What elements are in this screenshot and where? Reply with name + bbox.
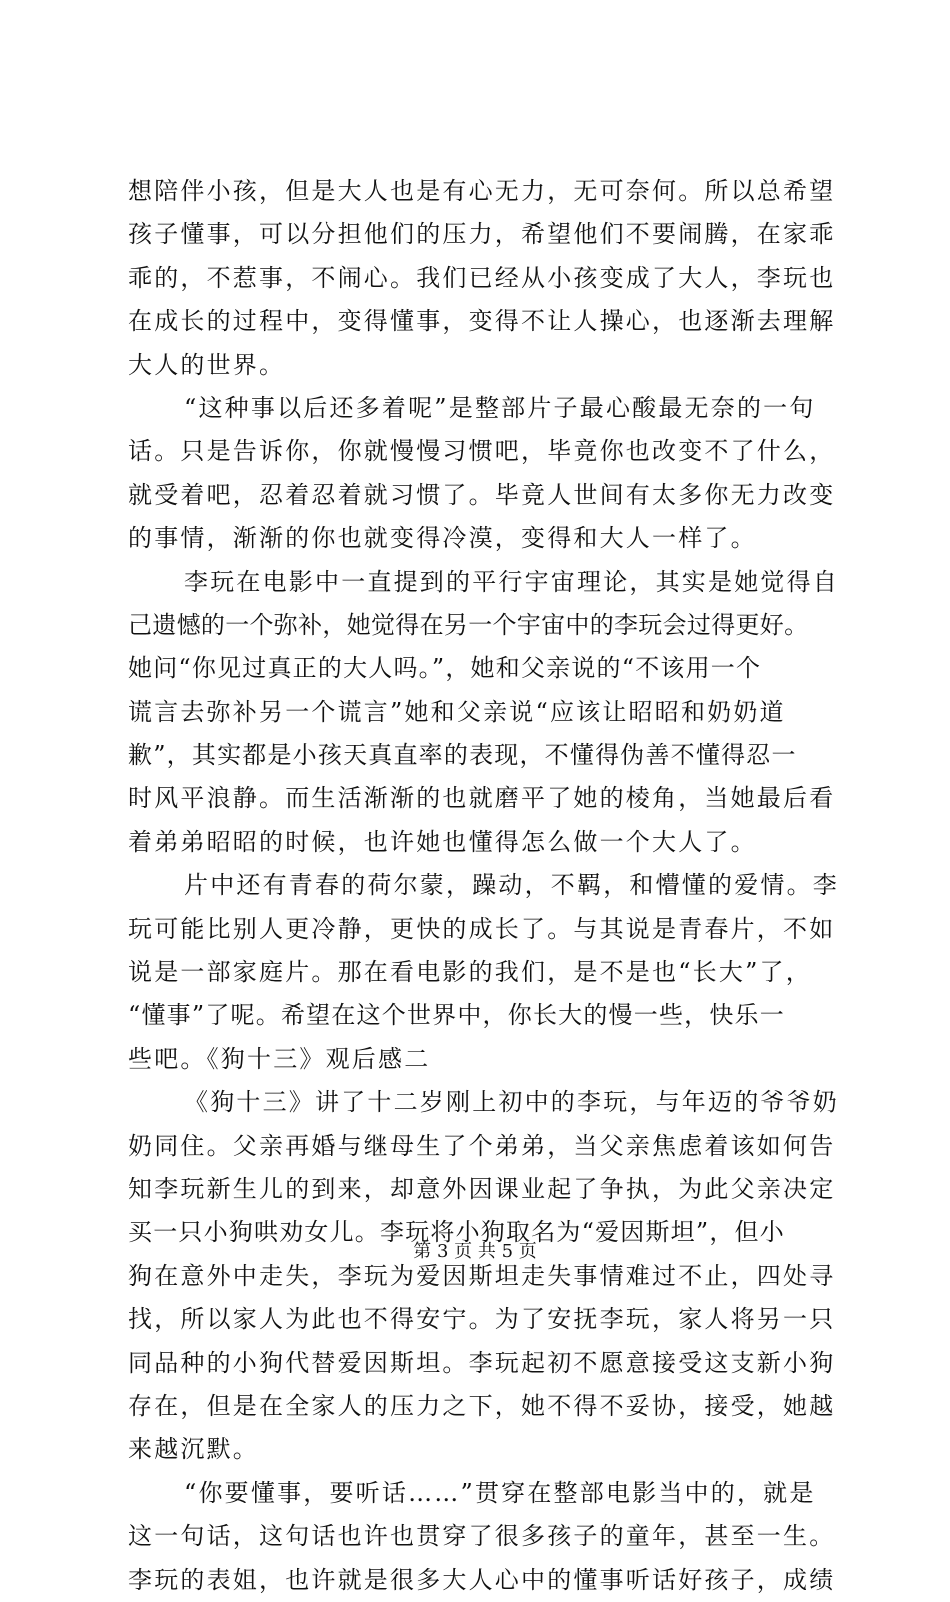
paragraph-start-line: “你要懂事，要听话……”贯穿在整部电影当中的，就是 bbox=[184, 1478, 816, 1507]
text-line: 买一只小狗哄劝女儿。李玩将小狗取名为“爱因斯坦”，但小 bbox=[128, 1218, 785, 1247]
text-line: 同品种的小狗代替爱因斯坦。李玩起初不愿意接受这支新小狗 bbox=[128, 1348, 836, 1377]
text-line: 狗在意外中走失，李玩为爱因斯坦走失事情难过不止，四处寻 bbox=[128, 1261, 836, 1290]
text-line: 孩子懂事，可以分担他们的压力，希望他们不要闹腾，在家乖 bbox=[128, 220, 836, 249]
page-number-footer: 第 3 页 共 5 页 bbox=[413, 1241, 537, 1262]
paragraph-start-line: “这种事以后还多着呢”是整部片子最心酸最无奈的一句 bbox=[184, 393, 816, 422]
text-line: 李玩的表姐，也许就是很多大人心中的懂事听话好孩子，成绩 bbox=[128, 1565, 836, 1594]
text-line: 话。只是告诉你，你就慢慢习惯吧，毕竟你也改变不了什么， bbox=[128, 437, 836, 466]
text-line: 存在，但是在全家人的压力之下，她不得不妥协，接受，她越 bbox=[128, 1391, 836, 1420]
paragraph-start-line: 片中还有青春的荷尔蒙，躁动，不羁，和懵懂的爱情。李 bbox=[184, 871, 839, 900]
text-line: 这一句话，这句话也许也贯穿了很多孩子的童年，甚至一生。 bbox=[128, 1522, 836, 1551]
text-line: 时风平浪静。而生活渐渐的也就磨平了她的棱角，当她最后看 bbox=[128, 784, 836, 813]
paragraph-start-line: 李玩在电影中一直提到的平行宇宙理论，其实是她觉得自 bbox=[184, 567, 839, 596]
text-line: 歉”，其实都是小孩天真直率的表现，不懂得伪善不懂得忍一 bbox=[128, 741, 797, 770]
text-line: 奶同住。父亲再婚与继母生了个弟弟，当父亲焦虑着该如何告 bbox=[128, 1131, 836, 1160]
text-line: 说是一部家庭片。那在看电影的我们，是不是也“长大”了， bbox=[128, 958, 812, 987]
text-line: 想陪伴小孩，但是大人也是有心无力，无可奈何。所以总希望 bbox=[128, 177, 836, 205]
text-line: “懂事”了呢。希望在这个世界中，你长大的慢一些，快乐一 bbox=[128, 1001, 785, 1030]
text-line: 她问“你见过真正的大人吗。”，她和父亲说的“不该用一个 bbox=[128, 654, 762, 683]
text-line: 谎言去弥补另一个谎言”她和父亲说“应该让昭昭和奶奶道 bbox=[128, 697, 786, 726]
text-line: 找，所以家人为此也不得安宁。为了安抚李玩，家人将另一只 bbox=[128, 1305, 836, 1334]
text-line: 玩可能比别人更冷静，更快的成长了。与其说是青春片，不如 bbox=[128, 914, 836, 943]
text-line: 大人的世界。 bbox=[128, 350, 286, 379]
text-line: 在成长的过程中，变得懂事，变得不让人操心，也逐渐去理解 bbox=[128, 307, 836, 336]
text-line: 知李玩新生儿的到来，却意外因课业起了争执，为此父亲决定 bbox=[128, 1174, 836, 1203]
text-line: 己遗憾的一个弥补，她觉得在另一个宇宙中的李玩会过得更好。 bbox=[128, 610, 809, 639]
text-line: 些吧。《狗十三》观后感二 bbox=[128, 1044, 431, 1073]
text-line: 就受着吧，忍着忍着就习惯了。毕竟人世间有太多你无力改变 bbox=[128, 480, 836, 509]
paragraph-start-line: 《狗十三》讲了十二岁刚上初中的李玩，与年迈的爷爷奶 bbox=[184, 1088, 839, 1117]
text-line: 来越沉默。 bbox=[128, 1435, 259, 1464]
text-line: 着弟弟昭昭的时候，也许她也懂得怎么做一个大人了。 bbox=[128, 827, 757, 856]
document-body bbox=[128, 170, 839, 1602]
text-line: 的事情，渐渐的你也就变得冷漠，变得和大人一样了。 bbox=[128, 524, 757, 553]
text-line: 乖的，不惹事，不闹心。我们已经从小孩变成了大人，李玩也 bbox=[128, 263, 836, 292]
